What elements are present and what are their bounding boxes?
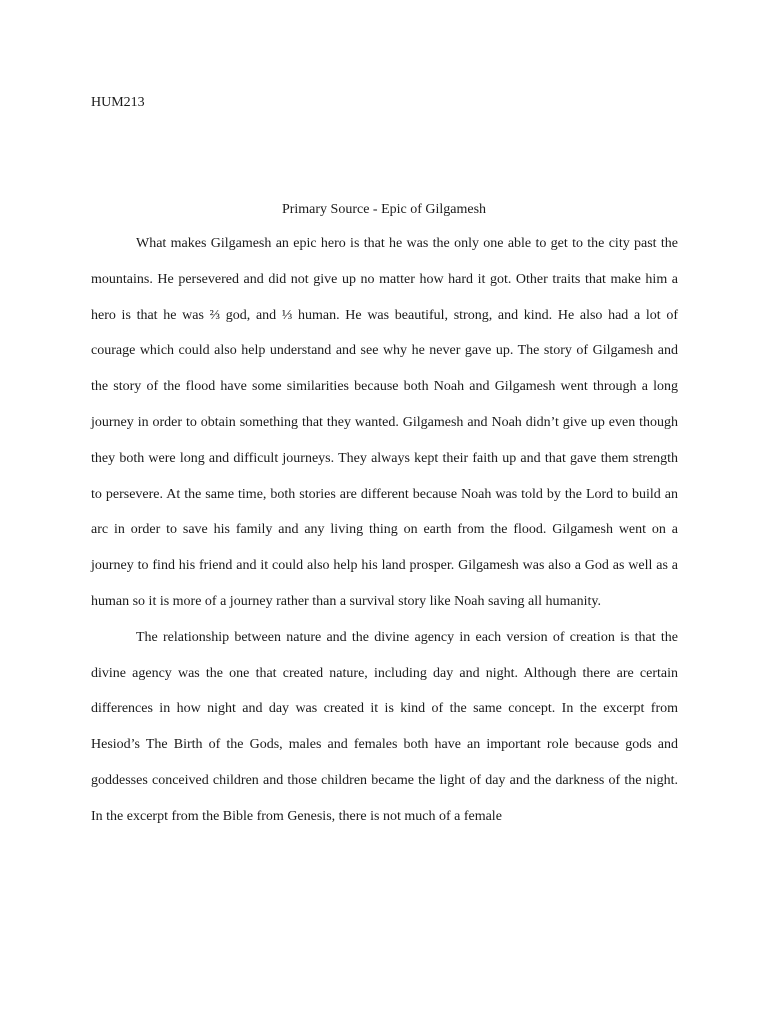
paragraph-1: What makes Gilgamesh an epic hero is that he was the only one able to get to the city past the mountains. He persevered and did not give up no matter how hard it got. Other traits that make him a hero is that he was ⅔ god, and ⅓ human. He was beautiful, strong, and kind. He also had a lot of courage which could also help understand and see why he never gave up. The story of Gilgamesh and the story of the flood have some similarities because both Noah and Gilgamesh went through a long journey in order to obtain something that they wanted. Gilgamesh and Noah didn’t give up even though they both were long and difficult journeys. They always kept their faith up and that gave them strength to persevere. At the same time, both stories are different because Noah was told by the Lord to build an arc in order to save his family and any living thing on earth from the flood. Gilgamesh went on a journey to find his friend and it could also help his land prosper. Gilgamesh was also a God as well as a human so it is more of a journey rather than a survival story like Noah saving all humanity. xyxy=(91,236,678,609)
course-code: HUM213 xyxy=(91,95,145,110)
document-body xyxy=(91,226,678,835)
document-title: Primary Source - Epic of Gilgamesh xyxy=(281,202,487,217)
paragraph-2: The relationship between nature and the divine agency in each version of creation is that the divine agency was the one that created nature, including day and night. Although there are certain differences in how night and day was created it is kind of the same concept. In the excerpt from Hesiod’s The Birth of the Gods, males and females both have an important role because gods and goddesses conceived children and those children became the light of day and the darkness of the night. In the excerpt from the Bible from Genesis, there is not much of a female xyxy=(91,629,678,824)
